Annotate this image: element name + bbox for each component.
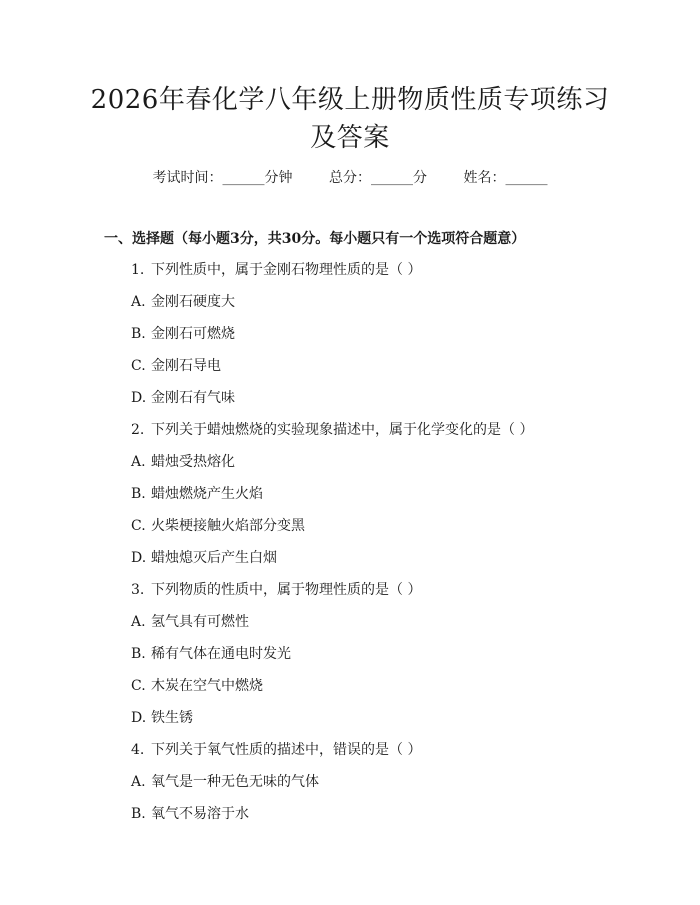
total-score-label: 总分： [329, 170, 371, 186]
question-text: 下列物质的性质中，属于物理性质的是（ ） [151, 582, 422, 598]
question-4-option-a [131, 771, 319, 793]
option-text: 铁生锈 [151, 710, 193, 726]
option-letter: B. [131, 806, 146, 822]
question-2-option-c [131, 515, 305, 537]
question-text: 下列关于蜡烛燃烧的实验现象描述中，属于化学变化的是（ ） [151, 422, 534, 438]
option-letter: D. [131, 550, 147, 566]
question-3 [131, 579, 421, 601]
question-1-option-c [131, 355, 221, 377]
question-2 [131, 419, 533, 441]
question-1-option-a [131, 291, 235, 313]
option-text: 蜡烛受热熔化 [151, 454, 235, 470]
section-heading: 一、选择题（每小题3分，共30分。每小题只有一个选项符合题意） [104, 231, 526, 247]
exam-meta-row [0, 167, 700, 189]
total-score-blank: ______ [371, 170, 413, 186]
option-text: 稀有气体在通电时发光 [151, 646, 291, 662]
option-letter: A. [131, 454, 146, 470]
question-number: 2. [131, 422, 145, 438]
option-letter: B. [131, 486, 146, 502]
question-text: 下列性质中，属于金刚石物理性质的是（ ） [151, 262, 422, 278]
question-2-option-d [131, 547, 277, 569]
option-text: 氧气是一种无色无味的气体 [151, 774, 319, 790]
student-name-blank: ______ [505, 170, 548, 186]
option-text: 蜡烛熄灭后产生白烟 [151, 550, 277, 566]
question-number: 4. [131, 742, 145, 758]
student-name-label: 姓名： [463, 170, 506, 186]
option-letter: A. [131, 294, 146, 310]
exam-time-unit: 分钟 [264, 170, 293, 186]
question-3-option-b [131, 643, 291, 665]
total-score-unit: 分 [413, 170, 427, 186]
question-4-option-b [131, 803, 249, 825]
question-2-option-a [131, 451, 235, 473]
option-letter: D. [131, 710, 147, 726]
option-text: 氧气不易溶于水 [151, 806, 249, 822]
question-text: 下列关于氧气性质的描述中，错误的是（ ） [151, 742, 422, 758]
question-3-option-d [131, 707, 193, 729]
option-text: 火柴梗接触火焰部分变黑 [151, 518, 305, 534]
student-name-field [463, 170, 547, 186]
exam-time-blank: ______ [222, 170, 265, 186]
total-score-field [329, 170, 427, 186]
option-letter: D. [131, 390, 147, 406]
option-text: 蜡烛燃烧产生火焰 [151, 486, 263, 502]
question-number: 1. [131, 262, 145, 278]
option-text: 氢气具有可燃性 [151, 614, 249, 630]
question-number: 3. [131, 582, 145, 598]
option-letter: C. [131, 518, 146, 534]
question-3-option-c [131, 675, 263, 697]
exam-time-field [153, 170, 293, 186]
question-1-option-d [131, 387, 235, 409]
option-letter: B. [131, 326, 146, 342]
question-1 [131, 259, 421, 281]
option-text: 金刚石有气味 [151, 390, 235, 406]
question-3-option-a [131, 611, 249, 633]
option-text: 金刚石可燃烧 [151, 326, 235, 342]
option-letter: B. [131, 646, 146, 662]
question-2-option-b [131, 483, 263, 505]
question-4 [131, 739, 421, 761]
option-text: 木炭在空气中燃烧 [151, 678, 263, 694]
option-letter: A. [131, 774, 146, 790]
document-title-line1: 2026年春化学八年级上册物质性质专项练习 [90, 85, 610, 115]
option-text: 金刚石导电 [151, 358, 221, 374]
question-1-option-b [131, 323, 235, 345]
option-letter: C. [131, 358, 146, 374]
exam-time-label: 考试时间： [152, 170, 223, 186]
option-letter: C. [131, 678, 146, 694]
option-text: 金刚石硬度大 [151, 294, 235, 310]
document-title-line2: 及答案 [310, 123, 390, 153]
option-letter: A. [131, 614, 146, 630]
